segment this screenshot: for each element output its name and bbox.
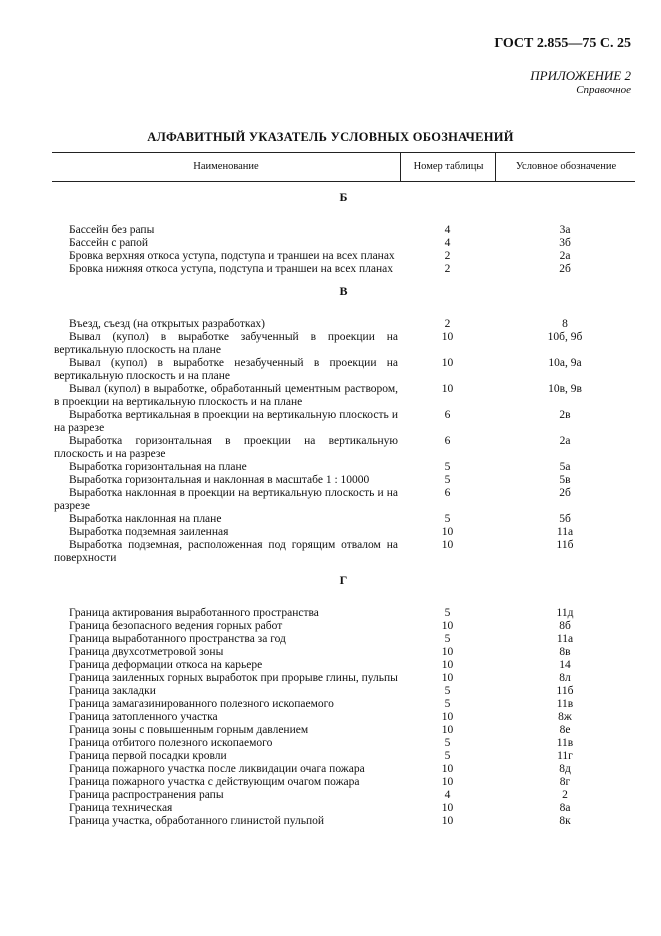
row-name: Выработка горизонтальная на плане <box>69 461 247 473</box>
row-symbol: 5в <box>559 474 571 486</box>
row-name: Граница заиленных горных выработок при прорыве глины, пульпы <box>69 672 398 684</box>
table-row <box>52 461 635 474</box>
row-table-number: 10 <box>441 763 454 775</box>
symbols-index-table <box>52 152 635 828</box>
row-symbol: 2в <box>559 409 571 421</box>
row-symbol: 3б <box>559 237 571 249</box>
row-table-number: 4 <box>444 224 451 236</box>
table-body <box>52 182 635 828</box>
row-symbol: 8б <box>559 620 571 632</box>
table-row <box>52 435 635 461</box>
row-table-number: 10 <box>441 659 454 671</box>
row-name: Вывал (купол) в выработке забученный в проекции на вертикальную плоскость на плане <box>54 331 398 356</box>
row-table-number: 6 <box>444 409 451 421</box>
table-row <box>52 250 635 263</box>
row-symbol: 8л <box>559 672 571 684</box>
table-header <box>52 152 635 182</box>
table-row <box>52 487 635 513</box>
row-name: Бровка нижняя откоса уступа, подступа и траншеи на всех планах <box>69 263 393 275</box>
row-symbol: 10б, 9б <box>547 331 583 343</box>
table-row <box>52 724 635 737</box>
row-name: Граница пожарного участка после ликвидации очага пожара <box>69 763 365 775</box>
table-row <box>52 659 635 672</box>
row-name: Граница деформации откоса на карьере <box>69 659 263 671</box>
row-name: Выработка подземная, расположенная под горящим отвалом на поверхности <box>54 539 398 564</box>
row-name: Граница техническая <box>69 802 173 814</box>
row-symbol: 11а <box>556 633 574 645</box>
row-table-number: 5 <box>444 513 451 525</box>
row-name: Бассейн без рапы <box>69 224 155 236</box>
document-page-header: ГОСТ 2.855—75 С. 25 <box>494 36 631 51</box>
row-name: Граница актирования выработанного пространства <box>69 607 319 619</box>
row-table-number: 10 <box>441 711 454 723</box>
table-row <box>52 237 635 250</box>
row-symbol: 11а <box>556 526 574 538</box>
section-letter: Б <box>339 190 348 204</box>
row-name: Граница двухсотметровой зоны <box>69 646 224 658</box>
row-symbol: 11в <box>556 737 574 749</box>
row-table-number: 4 <box>444 237 451 249</box>
row-symbol: 2а <box>559 435 571 447</box>
row-symbol: 2б <box>559 487 571 499</box>
row-name: Вывал (купол) в выработке незабученный в проекции на вертикальную плоскость и на плане <box>54 357 398 382</box>
row-name: Граница пожарного участка с действующим очагом пожара <box>69 776 360 788</box>
column-header-name: Наименование <box>193 161 259 172</box>
table-row <box>52 513 635 526</box>
table-row <box>52 802 635 815</box>
table-row <box>52 776 635 789</box>
row-table-number: 6 <box>444 487 451 499</box>
row-symbol: 8 <box>562 318 568 330</box>
row-table-number: 10 <box>441 526 454 538</box>
row-table-number: 10 <box>441 620 454 632</box>
row-symbol: 11г <box>557 750 573 762</box>
table-row <box>52 815 635 828</box>
row-name: Граница участка, обработанного глинистой пульпой <box>69 815 325 827</box>
row-name: Выработка вертикальная в проекции на вертикальную плоскость и на разрезе <box>54 409 398 434</box>
row-symbol: 11б <box>556 539 574 551</box>
row-name: Бассейн с рапой <box>69 237 149 249</box>
row-symbol: 8к <box>559 815 571 827</box>
table-row <box>52 318 635 331</box>
row-name: Граница зоны с повышенным горным давлением <box>69 724 309 736</box>
section-spacer <box>52 593 635 607</box>
row-table-number: 10 <box>441 815 454 827</box>
row-symbol: 8а <box>559 802 571 814</box>
row-table-number: 10 <box>441 724 454 736</box>
table-row <box>52 607 635 620</box>
table-row <box>52 672 635 685</box>
row-table-number: 10 <box>441 646 454 658</box>
row-symbol: 3а <box>559 224 571 236</box>
row-table-number: 5 <box>444 607 451 619</box>
row-name: Граница безопасного ведения горных работ <box>69 620 283 632</box>
row-table-number: 5 <box>444 698 451 710</box>
table-row <box>52 474 635 487</box>
index-title: АЛФАВИТНЫЙ УКАЗАТЕЛЬ УСЛОВНЫХ ОБОЗНАЧЕНИЙ <box>147 130 514 144</box>
table-row <box>52 685 635 698</box>
column-header-symbol: Условное обозначение <box>495 153 636 181</box>
table-row <box>52 763 635 776</box>
row-symbol: 2 <box>562 789 568 801</box>
row-symbol: 11б <box>556 685 574 697</box>
row-name: Выработка наклонная в проекции на вертикальную плоскость и на разрезе <box>54 487 398 512</box>
row-name: Вывал (купол) в выработке, обработанный цементным раствором, в проекции на вертикальную плоскость и на плане <box>54 383 398 408</box>
table-row <box>52 526 635 539</box>
row-name: Выработка горизонтальная и наклонная в масштабе 1 : 10000 <box>69 474 370 486</box>
row-symbol: 2б <box>559 263 571 275</box>
row-symbol: 2а <box>559 250 571 262</box>
section-letter: В <box>339 284 348 298</box>
row-symbol: 8е <box>559 724 571 736</box>
row-name: Бровка верхняя откоса уступа, подступа и траншеи на всех планах <box>69 250 395 262</box>
row-name: Выработка наклонная на плане <box>69 513 222 525</box>
table-row <box>52 789 635 802</box>
row-table-number: 5 <box>444 633 451 645</box>
row-name: Граница закладки <box>69 685 156 697</box>
appendix-note: Справочное <box>576 84 631 96</box>
row-name: Выработка подземная заиленная <box>69 526 229 538</box>
section-letter: Г <box>339 573 348 587</box>
row-table-number: 6 <box>444 435 451 447</box>
row-symbol: 5а <box>559 461 571 473</box>
row-table-number: 10 <box>441 383 454 395</box>
section-spacer <box>52 210 635 224</box>
row-name: Граница затопленного участка <box>69 711 218 723</box>
row-table-number: 5 <box>444 474 451 486</box>
row-symbol: 10в, 9в <box>548 383 582 395</box>
row-symbol: 14 <box>559 659 571 671</box>
row-table-number: 10 <box>441 776 454 788</box>
row-symbol: 8ж <box>558 711 572 723</box>
table-row <box>52 224 635 237</box>
row-name: Въезд, съезд (на открытых разработках) <box>69 318 266 330</box>
row-table-number: 10 <box>441 357 454 369</box>
row-name: Граница выработанного пространства за год <box>69 633 286 645</box>
row-name: Выработка горизонтальная в проекции на вертикальную плоскость и на разрезе <box>54 435 398 460</box>
appendix-label <box>530 68 631 98</box>
row-table-number: 5 <box>444 461 451 473</box>
appendix-title: ПРИЛОЖЕНИЕ 2 <box>530 68 631 83</box>
row-table-number: 5 <box>444 737 451 749</box>
row-symbol: 8д <box>559 763 571 775</box>
table-row <box>52 737 635 750</box>
row-name: Граница отбитого полезного ископаемого <box>69 737 273 749</box>
row-table-number: 10 <box>441 331 454 343</box>
table-row <box>52 263 635 276</box>
row-table-number: 10 <box>441 539 454 551</box>
table-row <box>52 711 635 724</box>
row-symbol: 11д <box>556 607 574 619</box>
row-table-number: 4 <box>444 789 451 801</box>
column-header-table-number: Номер таблицы <box>400 153 496 181</box>
table-row <box>52 331 635 357</box>
row-table-number: 10 <box>441 802 454 814</box>
row-symbol: 11в <box>556 698 574 710</box>
table-row <box>52 383 635 409</box>
section-spacer <box>52 304 635 318</box>
row-table-number: 5 <box>444 685 451 697</box>
table-row <box>52 698 635 711</box>
table-row <box>52 750 635 763</box>
row-symbol: 10а, 9а <box>548 357 582 369</box>
row-table-number: 2 <box>444 263 451 275</box>
row-symbol: 8г <box>559 776 571 788</box>
table-row <box>52 620 635 633</box>
row-name: Граница распространения рапы <box>69 789 224 801</box>
table-row <box>52 633 635 646</box>
table-row <box>52 539 635 565</box>
row-table-number: 5 <box>444 750 451 762</box>
row-table-number: 10 <box>441 672 454 684</box>
row-symbol: 8в <box>559 646 571 658</box>
table-row <box>52 357 635 383</box>
row-name: Граница замагазинированного полезного ископаемого <box>69 698 334 710</box>
row-table-number: 2 <box>444 318 451 330</box>
table-row <box>52 646 635 659</box>
row-name: Граница первой посадки кровли <box>69 750 227 762</box>
table-row <box>52 409 635 435</box>
row-symbol: 5б <box>559 513 571 525</box>
row-table-number: 2 <box>444 250 451 262</box>
